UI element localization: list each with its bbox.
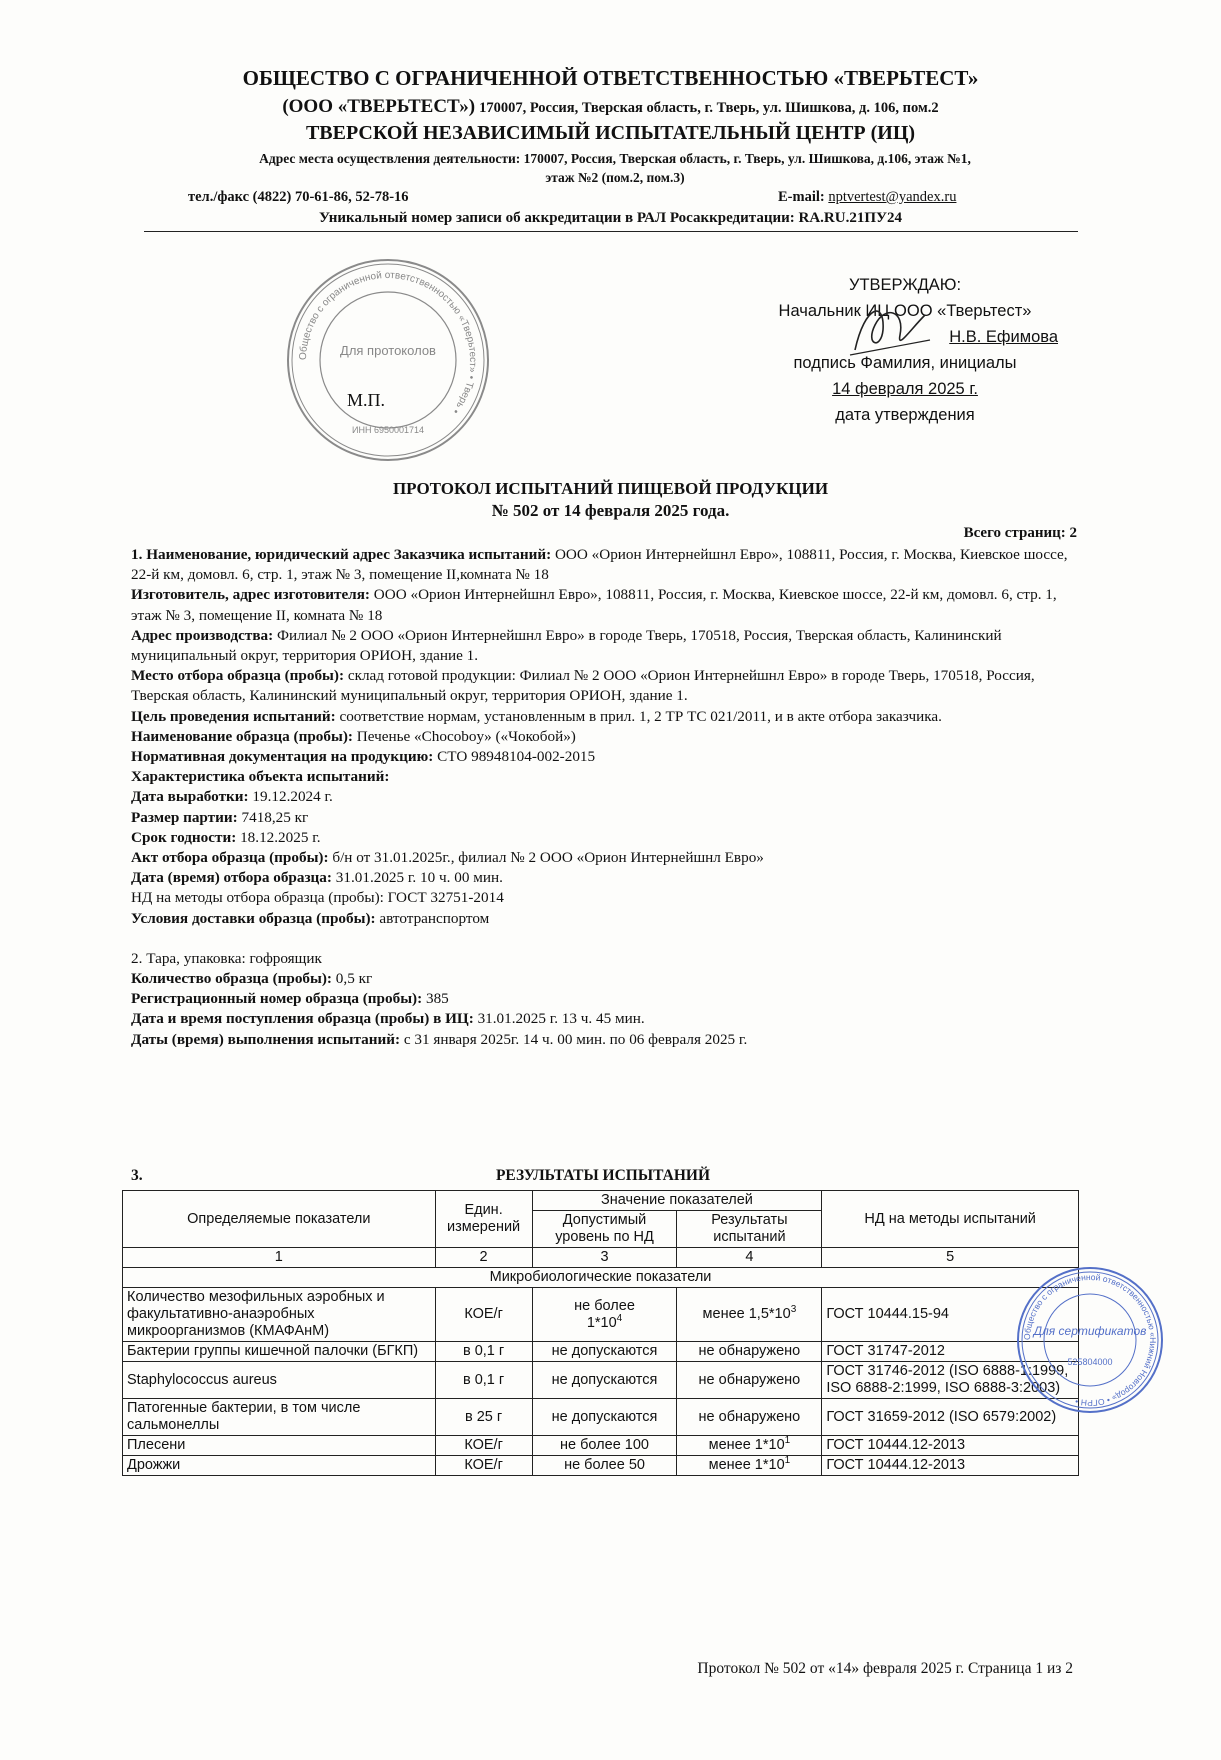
indicator-text: Патогенные бактерии, в том числе сальмонеллы xyxy=(127,1400,361,1433)
info-value: 385 xyxy=(422,990,449,1008)
table-row xyxy=(123,1362,1079,1399)
org-short: (ООО «ТВЕРЬТЕСТ») xyxy=(282,96,476,117)
info-paragraph xyxy=(131,909,1075,929)
info-value: соответствие нормам, установленным в прил. 1, 2 ТР ТС 021/2011, и в акте отбора заказчика. xyxy=(335,707,942,725)
allowed-cell xyxy=(532,1288,677,1342)
info-label: Условия доставки образца (пробы): xyxy=(131,909,376,927)
result-text: не обнаружено xyxy=(698,1408,801,1425)
info-paragraph xyxy=(131,969,1075,989)
section-2 xyxy=(131,949,1075,1050)
method-text: ГОСТ 31659-2012 (ISO 6579:2002) xyxy=(826,1408,1057,1425)
info-paragraph xyxy=(131,787,1075,807)
unit-text: КОЕ/г xyxy=(464,1306,503,1322)
indicator-cell xyxy=(123,1342,436,1362)
result-exponent: 3 xyxy=(790,1304,797,1316)
info-paragraph xyxy=(131,545,1075,585)
result-text: менее 1*10 xyxy=(708,1437,785,1453)
info-value: Филиал № 2 ООО «Орион Интернейшнл Евро» в городе Тверь, 170518, Россия, Тверская область, Калининский муниципальный округ, территория ОРИОН, здание 1. xyxy=(131,626,1002,665)
header-values-group: Значение показателей xyxy=(532,1191,822,1211)
info-paragraph xyxy=(131,808,1075,828)
allowed-base: 1*10 xyxy=(586,1314,617,1331)
stamp-right-inn: 525804000 xyxy=(1067,1357,1113,1367)
header-result: Результаты испытаний xyxy=(677,1211,822,1248)
info-value: СТО 98948104-002-2015 xyxy=(433,748,596,766)
method-cell xyxy=(822,1436,1079,1456)
indicator-text: Дрожжи xyxy=(127,1457,181,1473)
result-text: не обнаружено xyxy=(698,1371,801,1388)
result-exponent: 1 xyxy=(784,1455,791,1467)
header-divider xyxy=(144,231,1078,232)
header-allowed: Допустимый уровень по НД xyxy=(532,1211,677,1248)
column-numbers-row xyxy=(123,1248,1079,1268)
allowed-cell xyxy=(532,1436,677,1456)
info-value: с 31 января 2025г. 14 ч. 00 мин. по 06 февраля 2025 г. xyxy=(400,1030,748,1048)
indicator-text: Staphylococcus aureus xyxy=(127,1371,277,1388)
info-value: 31.01.2025 г. 10 ч. 00 мин. xyxy=(331,869,503,887)
protocol-title-block xyxy=(0,478,1221,522)
group-row xyxy=(123,1268,1079,1288)
table-row xyxy=(123,1436,1079,1456)
stamp-right-center-text: Для сертификатов xyxy=(1033,1324,1147,1338)
info-paragraph xyxy=(131,828,1075,848)
section-1 xyxy=(131,545,1075,929)
protocol-number: № 502 от 14 февраля 2025 года. xyxy=(491,501,730,520)
column-number: 4 xyxy=(677,1248,822,1268)
info-label: Регистрационный номер образца (пробы): xyxy=(131,990,423,1008)
allowed-text: не допускаются xyxy=(551,1343,658,1359)
info-label: Адрес производства: xyxy=(131,626,274,644)
result-text: менее 1,5*10 xyxy=(702,1306,791,1322)
info-label: Дата выработки: xyxy=(131,788,249,806)
info-paragraph xyxy=(131,949,1075,969)
info-paragraph xyxy=(131,868,1075,888)
results-rows xyxy=(123,1288,1079,1476)
result-cell xyxy=(677,1436,822,1456)
info-value: склад готовой продукции: Филиал № 2 ООО «Орион Интернейшнл Евро» в городе Тверь, 170518, Россия, Тверская область, Калининский муниципальный округ, территория ОРИОН, здание 1. xyxy=(131,667,1035,705)
result-cell xyxy=(677,1342,822,1362)
approval-date: 14 февраля 2025 г. xyxy=(832,380,978,398)
info-paragraph xyxy=(131,585,1075,625)
approval-name: Н.В. Ефимова xyxy=(949,328,1058,346)
email-label: E-mail: xyxy=(778,189,825,205)
activity-address-line-1: Адрес места осуществления деятельности: 170007, Россия, Тверская область, г. Тверь, ул. Шишкова, д.106, этаж №1, xyxy=(259,151,971,166)
protocol-body xyxy=(131,545,1075,1050)
allowed-text: не более 100 xyxy=(560,1437,649,1453)
stamp-right-ring-text: Общество с ограниченной ответственностью «Нижний Новгород» • ОГРН • xyxy=(1021,1271,1159,1409)
info-paragraph xyxy=(131,989,1075,1009)
info-paragraph xyxy=(131,1030,1075,1050)
stamp-icon xyxy=(283,255,493,465)
page-footer: Протокол № 502 от «14» февраля 2025 г. Страница 1 из 2 xyxy=(697,1660,1073,1677)
column-number: 2 xyxy=(435,1248,532,1268)
unit-cell xyxy=(435,1436,532,1456)
info-value: 18.12.2025 г. xyxy=(236,828,321,846)
unit-text: КОЕ/г xyxy=(464,1437,503,1453)
info-value: 0,5 кг xyxy=(332,970,373,988)
unit-text: в 0,1 г xyxy=(462,1371,505,1388)
method-text: ГОСТ 10444.12-2013 xyxy=(826,1457,966,1473)
indicator-cell xyxy=(123,1399,436,1436)
info-label: 1. Наименование, юридический адрес Заказчика испытаний: xyxy=(131,546,552,563)
results-title: РЕЗУЛЬТАТЫ ИСПЫТАНИЙ xyxy=(495,1167,711,1184)
approval-date-line xyxy=(740,376,1070,402)
mp-label: М.П. xyxy=(347,390,386,410)
indicator-cell xyxy=(123,1288,436,1342)
table-row xyxy=(123,1456,1079,1476)
column-number: 1 xyxy=(123,1248,436,1268)
allowed-exponent: 4 xyxy=(616,1312,623,1324)
method-text: ГОСТ 10444.12-2013 xyxy=(826,1437,966,1453)
method-text: ГОСТ 31747-2012 xyxy=(826,1343,945,1359)
stamp-left-center-text: Для протоколов xyxy=(340,343,436,358)
header-method: НД на методы испытаний xyxy=(822,1191,1079,1248)
email-line xyxy=(778,189,956,206)
results-table xyxy=(122,1190,1079,1476)
allowed-cell xyxy=(532,1399,677,1436)
method-cell xyxy=(822,1456,1079,1476)
info-value: 19.12.2024 г. xyxy=(248,788,333,806)
allowed-text: не более 50 xyxy=(564,1457,645,1473)
info-label: Срок годности: xyxy=(131,828,237,846)
info-label: Нормативная документация на продукцию: xyxy=(131,748,434,766)
unit-cell xyxy=(435,1342,532,1362)
info-paragraph xyxy=(131,707,1075,727)
allowed-text: не более xyxy=(574,1297,635,1314)
allowed-cell xyxy=(532,1456,677,1476)
unit-cell xyxy=(435,1399,532,1436)
org-short-line xyxy=(0,96,1221,118)
info-paragraph xyxy=(131,1009,1075,1029)
phone: тел./факс (4822) 70-61-86, 52-78-16 xyxy=(188,189,409,205)
pages-total: Всего страниц: 2 xyxy=(963,525,1077,541)
info-label: Характеристика объекта испытаний: xyxy=(131,768,390,786)
section-gap xyxy=(131,929,1075,949)
info-value: Печенье «Chocoboy» («Чокобой») xyxy=(352,727,576,745)
info-paragraph xyxy=(131,626,1075,666)
info-value: 7418,25 кг xyxy=(237,808,309,826)
info-value: 2. Тара, упаковка: гофроящик xyxy=(131,949,322,967)
info-label: Наименование образца (пробы): xyxy=(131,727,353,745)
info-label: Место отбора образца (пробы): xyxy=(131,667,345,685)
result-cell xyxy=(677,1456,822,1476)
unit-cell xyxy=(435,1288,532,1342)
column-number: 5 xyxy=(822,1248,1079,1268)
info-label: Цель проведения испытаний: xyxy=(131,707,336,725)
approval-sign-caption: подпись Фамилия, инициалы xyxy=(793,354,1017,372)
indicator-cell xyxy=(123,1436,436,1456)
info-label: Изготовитель, адрес изготовителя: xyxy=(131,586,370,604)
result-text: не обнаружено xyxy=(698,1343,801,1359)
info-label: Дата и время поступления образца (пробы) в ИЦ: xyxy=(131,1010,474,1028)
svg-text:Общество с ограниченной ответс xyxy=(1022,1272,1158,1408)
result-cell xyxy=(677,1288,822,1342)
table-header-row xyxy=(123,1191,1079,1211)
info-value: 31.01.2025 г. 13 ч. 45 мин. xyxy=(473,1010,645,1028)
org-name: ОБЩЕСТВО С ОГРАНИЧЕННОЙ ОТВЕТСТВЕННОСТЬЮ «ТВЕРЬТЕСТ» xyxy=(242,66,979,90)
info-paragraph xyxy=(131,848,1075,868)
allowed-cell xyxy=(532,1362,677,1399)
table-row xyxy=(123,1342,1079,1362)
indicator-text: Плесени xyxy=(127,1437,186,1453)
info-paragraph xyxy=(131,727,1075,747)
info-paragraph xyxy=(131,767,1075,787)
results-section-number: 3. xyxy=(131,1167,143,1184)
group-title: Микробиологические показатели xyxy=(123,1268,1079,1288)
email-link[interactable]: nptvertest@yandex.ru xyxy=(828,189,957,205)
indicator-text: Количество мезофильных аэробных и факультативно-анаэробных микроорганизмов (КМАФАнМ) xyxy=(127,1289,385,1339)
unit-text: в 25 г xyxy=(465,1408,503,1425)
unit-text: КОЕ/г xyxy=(464,1457,503,1473)
approval-heading: УТВЕРЖДАЮ: xyxy=(848,276,962,294)
table-row xyxy=(123,1399,1079,1436)
info-value: НД на методы отбора образца (пробы): ГОСТ 32751-2014 xyxy=(131,889,504,907)
unit-text: в 0,1 г xyxy=(462,1343,505,1359)
info-label: Количество образца (пробы): xyxy=(131,970,332,988)
unit-cell xyxy=(435,1456,532,1476)
info-label: Размер партии: xyxy=(131,808,238,826)
allowed-text: не допускаются xyxy=(551,1371,658,1388)
info-value: ООО «Орион Интернейшнл Евро», 108811, Россия, г. Москва, Киевское шоссе, 22-й км, домовл. 6, стр. 1, этаж № 3, помещение II,комната № 18 xyxy=(131,546,1068,584)
indicator-cell xyxy=(123,1362,436,1399)
column-number: 3 xyxy=(532,1248,677,1268)
protocol-title: ПРОТОКОЛ ИСПЫТАНИЙ ПИЩЕВОЙ ПРОДУКЦИИ xyxy=(392,479,829,498)
info-value: автотранспортом xyxy=(375,909,490,927)
indicator-text: Бактерии группы кишечной палочки (БГКП) xyxy=(127,1343,419,1359)
info-value: ООО «Орион Интернейшнл Евро», 108811, Россия, г. Москва, Киевское шоссе, 22-й км, домовл. 6, стр. 1, этаж № 3, помещение II, комната № 18 xyxy=(131,586,1057,624)
activity-address xyxy=(150,149,1080,187)
allowed-cell xyxy=(532,1342,677,1362)
info-label: Акт отбора образца (пробы): xyxy=(131,849,329,867)
header-unit: Един. измерений xyxy=(435,1191,532,1248)
header-indicator: Определяемые показатели xyxy=(123,1191,436,1248)
result-text: менее 1*10 xyxy=(708,1457,785,1473)
stamp-left-inn: ИНН 6950001714 xyxy=(351,425,425,435)
unit-cell xyxy=(435,1362,532,1399)
allowed-text: не допускаются xyxy=(551,1408,658,1425)
approval-position: Начальник ИЦ ООО «Тверьтест» xyxy=(778,302,1032,320)
info-label: Дата (время) отбора образца: xyxy=(131,869,332,887)
method-text: ГОСТ 10444.15-94 xyxy=(826,1306,949,1322)
indicator-cell xyxy=(123,1456,436,1476)
center-name: ТВЕРСКОЙ НЕЗАВИСИМЫЙ ИСПЫТАТЕЛЬНЫЙ ЦЕНТР (ИЦ) xyxy=(305,122,916,144)
info-paragraph xyxy=(131,888,1075,908)
info-paragraph xyxy=(131,747,1075,767)
method-text: ГОСТ 31746-2012 (ISO 6888-1:1999, ISO 6888-2:1999, ISO 6888-3:2003) xyxy=(826,1363,1069,1396)
info-paragraph xyxy=(131,666,1075,706)
result-cell xyxy=(677,1399,822,1436)
signature-icon xyxy=(845,295,935,365)
result-cell xyxy=(677,1362,822,1399)
info-value: б/н от 31.01.2025г., филиал № 2 ООО «Орион Интернейшнл Евро» xyxy=(328,849,764,867)
org-address: 170007, Россия, Тверская область, г. Тверь, ул. Шишкова, д. 106, пом.2 xyxy=(479,100,939,116)
accreditation: Уникальный номер записи об аккредитации в РАЛ Росаккредитации: RA.RU.21ПУ24 xyxy=(318,210,903,226)
stamp-left-ring-text: Общество с ограниченной ответственностью «Тверьтест» • Тверь • xyxy=(297,269,479,416)
activity-address-line-2: этаж №2 (пом.2, пом.3) xyxy=(545,170,685,185)
certificate-stamp-icon xyxy=(1015,1265,1165,1415)
info-label: Даты (время) выполнения испытаний: xyxy=(131,1030,401,1048)
table-row xyxy=(123,1288,1079,1342)
approval-date-caption: дата утверждения xyxy=(835,406,975,424)
result-exponent: 1 xyxy=(784,1435,791,1447)
